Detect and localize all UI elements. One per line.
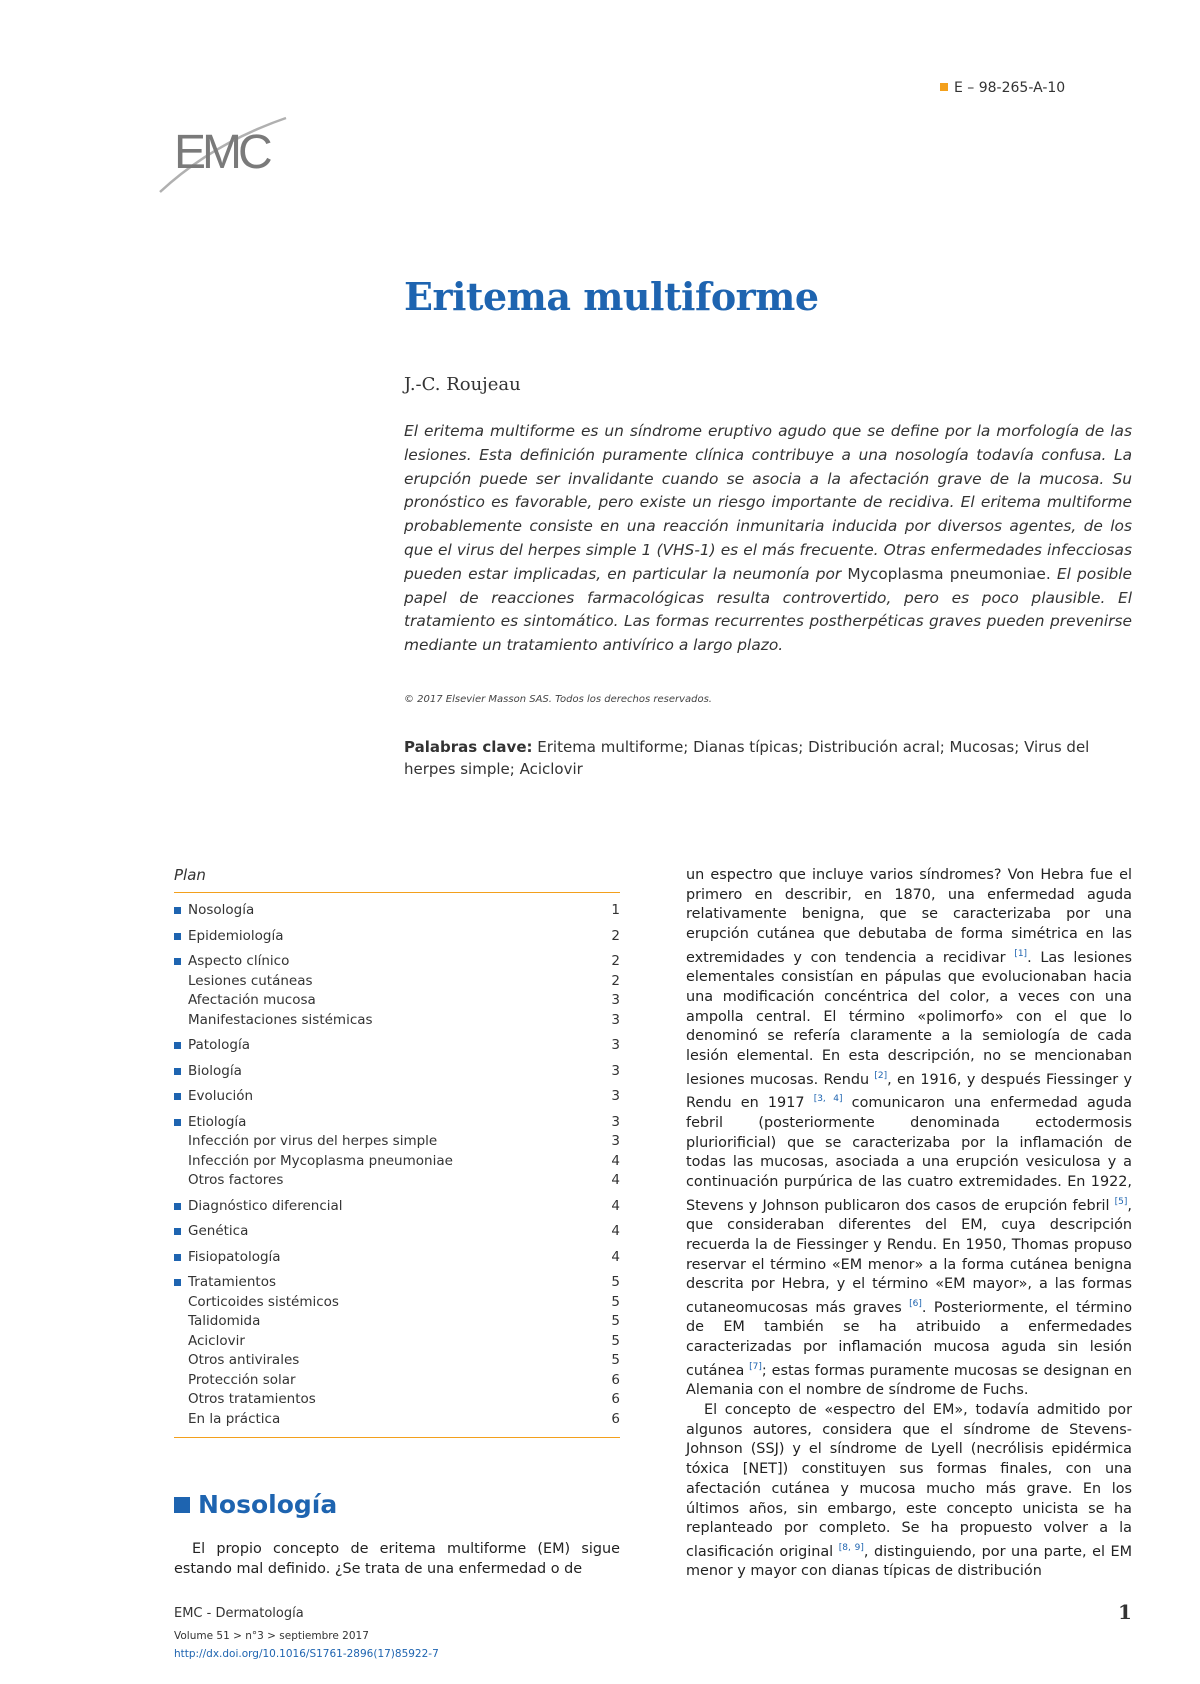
plan-item-label: Otros factores bbox=[188, 1172, 284, 1188]
plan-item-page: 3 bbox=[611, 992, 620, 1008]
plan-item-page: 4 bbox=[611, 1152, 620, 1169]
plan-item-label: Aciclovir bbox=[188, 1332, 245, 1349]
plan-heading: Plan bbox=[174, 866, 620, 893]
text-run: . Las lesiones elementales consistían en pápulas que evolucionaban hacia una modificación concéntrica del color, a veces con una ampolla central. El término «polimorfo» con el que lo denominó se refería claramente a la semiología de cada lesión elemental. En esta descripción, no se mencionaban lesiones mucosas. Rendu bbox=[686, 949, 1133, 1088]
plan-item-page: 2 bbox=[611, 927, 620, 944]
reference-link[interactable]: [8, 9] bbox=[838, 1542, 864, 1553]
plan-item[interactable] bbox=[174, 1197, 620, 1217]
plan-item-label: Evolución bbox=[174, 1087, 253, 1107]
plan-item[interactable] bbox=[174, 1036, 620, 1056]
plan-item[interactable] bbox=[174, 1371, 620, 1391]
text-run: un espectro que incluye varios síndromes? Von Hebra fue el primero en describir, en 1870, una enfermedad aguda relativamente benigna, que se caracterizaba por una erupción cutánea que debutaba de forma simétrica en las extremidades y con tendencia a recidivar bbox=[686, 867, 1132, 966]
abstract-organism: Mycoplasma pneumoniae. bbox=[847, 564, 1051, 583]
plan-item-page: 5 bbox=[611, 1332, 620, 1349]
plan-item[interactable] bbox=[174, 991, 620, 1011]
text-run: , en 1916, y después Fiessinger y Rendu en 1917 bbox=[686, 1071, 1132, 1112]
reference-link[interactable]: [7] bbox=[749, 1361, 762, 1372]
plan-item-label: Manifestaciones sistémicas bbox=[188, 1011, 373, 1028]
page-number: 1 bbox=[1118, 1600, 1132, 1624]
plan-item-page: 2 bbox=[611, 972, 620, 989]
plan-item-label: En la práctica bbox=[188, 1410, 281, 1427]
plan-item[interactable] bbox=[174, 952, 620, 972]
plan-item[interactable] bbox=[174, 1351, 620, 1371]
reference-link[interactable]: [5] bbox=[1114, 1196, 1128, 1207]
plan-item-label: Fisiopatología bbox=[174, 1248, 281, 1268]
plan-item-label: Otros antivirales bbox=[188, 1352, 300, 1368]
article-code-text: E – 98-265-A-10 bbox=[954, 80, 1066, 96]
plan-item[interactable] bbox=[174, 1062, 620, 1082]
plan-item[interactable] bbox=[174, 1132, 620, 1152]
journal-name: EMC - Dermatología bbox=[174, 1606, 304, 1621]
article-author: J.-C. Roujeau bbox=[404, 374, 521, 395]
text-run: , que consideraban diferentes del EM, cuya descripción recuerda la de Fiessinger y Rendu. En 1950, Thomas propuso reservar el término «EM menor» a la forma cutánea benigna descrita por Hebra, y el término «EM mayor», a las formas cutaneomucosas más graves bbox=[686, 1197, 1132, 1316]
plan-item-label: Protección solar bbox=[188, 1371, 296, 1388]
plan-item[interactable] bbox=[174, 1390, 620, 1410]
plan-item[interactable] bbox=[174, 1273, 620, 1293]
article-code bbox=[940, 80, 1065, 96]
plan-item-page: 4 bbox=[611, 1223, 620, 1239]
abstract-text-1: El eritema multiforme es un síndrome eruptivo agudo que se define por la morfología de las lesiones. Esta definición puramente clínica contribuye a una nosología todavía confusa. La erupción puede ser invalidante cuando se asocia a la afectación grave de la mucosa. Su pronóstico es favorable, pero existe un riesgo importante de recidiva. El eritema multiforme probablemente consiste en una reacción inmunitaria inducida por diversos agentes, de los que el virus del herpes simple 1 (VHS-1) es el más frecuente. Otras enfermedades infecciosas pueden estar implicadas, en particular la neumonía por bbox=[404, 422, 1132, 583]
plan-item-page: 3 bbox=[611, 1133, 620, 1149]
plan-item-label: Etiología bbox=[174, 1113, 246, 1133]
plan-item-page: 3 bbox=[611, 1062, 620, 1079]
plan-item-label: Afectación mucosa bbox=[188, 992, 316, 1008]
plan-item-page: 5 bbox=[611, 1313, 620, 1329]
reference-link[interactable]: [3, 4] bbox=[813, 1094, 843, 1105]
section-heading-text: Nosología bbox=[198, 1490, 338, 1519]
article-title: Eritema multiforme bbox=[404, 274, 819, 319]
orange-square-icon bbox=[940, 83, 948, 91]
plan-item[interactable] bbox=[174, 901, 620, 921]
left-column-body bbox=[174, 1540, 620, 1579]
plan-item-label: Nosología bbox=[174, 901, 254, 921]
plan-item[interactable] bbox=[174, 1332, 620, 1352]
plan-item-page: 3 bbox=[611, 1011, 620, 1028]
plan-item-page: 5 bbox=[611, 1352, 620, 1368]
keywords-list: Eritema multiforme; Dianas típicas; Distribución acral; Mucosas; Virus del herpes simple; Aciclovir bbox=[404, 738, 1090, 778]
plan-item-label: Aspecto clínico bbox=[174, 952, 289, 972]
plan-item-page: 6 bbox=[611, 1391, 620, 1407]
volume-info: Volume 51 > n°3 > septiembre 2017 bbox=[174, 1630, 369, 1642]
paragraph bbox=[686, 1401, 1132, 1582]
plan-item-page: 6 bbox=[611, 1410, 620, 1427]
plan-item-label: Talidomida bbox=[188, 1313, 261, 1329]
plan-item-page: 1 bbox=[611, 902, 620, 918]
plan-item[interactable] bbox=[174, 1113, 620, 1133]
plan-item-label: Genética bbox=[174, 1222, 248, 1242]
plan-item-page: 4 bbox=[611, 1172, 620, 1188]
reference-link[interactable]: [2] bbox=[874, 1070, 888, 1081]
plan-item-label: Corticoides sistémicos bbox=[188, 1293, 339, 1310]
right-column-body bbox=[686, 866, 1132, 1582]
plan-item-page: 5 bbox=[611, 1293, 620, 1310]
plan-item-label: Tratamientos bbox=[174, 1273, 276, 1293]
plan-item[interactable] bbox=[174, 1410, 620, 1430]
plan-item-page: 4 bbox=[611, 1197, 620, 1214]
plan-item[interactable] bbox=[174, 1087, 620, 1107]
plan-item-page: 4 bbox=[611, 1248, 620, 1265]
plan-item-label: Infección por Mycoplasma pneumoniae bbox=[188, 1152, 453, 1169]
plan-item[interactable] bbox=[174, 1312, 620, 1332]
keywords-label: Palabras clave: bbox=[404, 738, 533, 756]
plan-item[interactable] bbox=[174, 1152, 620, 1172]
plan-item-page: 2 bbox=[611, 953, 620, 969]
emc-logo bbox=[158, 100, 288, 210]
plan-item-label: Otros tratamientos bbox=[188, 1391, 316, 1407]
plan-item-label: Biología bbox=[174, 1062, 242, 1082]
plan-item-page: 3 bbox=[611, 1088, 620, 1104]
reference-link[interactable]: [6] bbox=[909, 1298, 922, 1309]
text-run: . Posteriormente, el término de EM también se ha atribuido a enfermedades caracterizadas por inflamación mucosa aguda sin lesión cutánea bbox=[686, 1299, 1132, 1379]
plan-item-page: 3 bbox=[611, 1037, 620, 1053]
copyright-notice: © 2017 Elsevier Masson SAS. Todos los derechos reservados. bbox=[404, 694, 712, 705]
plan-item-label: Patología bbox=[174, 1036, 250, 1056]
plan-item[interactable] bbox=[174, 1011, 620, 1031]
svg-text:EMC: EMC bbox=[174, 126, 269, 179]
plan-box bbox=[174, 866, 620, 1438]
abstract-text-2: El posible papel de reacciones farmacológicas resulta controvertido, pero es poco plausible. El tratamiento es sintomático. Las formas recurrentes postherpéticas graves pueden prevenirse mediante un tratamiento antivírico a largo plazo. bbox=[404, 564, 1132, 655]
reference-link[interactable]: [1] bbox=[1014, 948, 1028, 959]
plan-item[interactable] bbox=[174, 927, 620, 947]
plan-item[interactable] bbox=[174, 1293, 620, 1313]
plan-list bbox=[174, 901, 620, 1438]
plan-item[interactable] bbox=[174, 1171, 620, 1191]
paragraph: El propio concepto de eritema multiforme (EM) sigue estando mal definido. ¿Se trata de una enfermedad o de bbox=[174, 1541, 620, 1577]
plan-item-label: Infección por virus del herpes simple bbox=[188, 1133, 438, 1149]
text-run: ; estas formas puramente mucosas se designan en Alemania con el nombre de síndrome de Fuchs. bbox=[686, 1362, 1133, 1399]
keywords bbox=[404, 736, 1104, 780]
blue-square-icon bbox=[174, 1497, 190, 1513]
text-run: , distinguiendo, por una parte, el EM menor y mayor con dianas típicas de distribución bbox=[686, 1543, 1133, 1580]
abstract bbox=[404, 420, 1132, 658]
plan-item-label: Lesiones cutáneas bbox=[188, 972, 313, 989]
text-run: El concepto de «espectro del EM», todavía admitido por algunos autores, considera que el síndrome de Stevens-Johnson (SSJ) y el síndrome de Lyell (necrólisis epidérmica tóxica [NET]) constituyen sus formas finales, con una afectación cutánea y mucosa mucho más grave. En los últimos años, sin embargo, este concepto unicista se ha replanteado por completo. Se ha propuesto volver a la clasificación original bbox=[686, 1402, 1132, 1560]
plan-item-label: Diagnóstico diferencial bbox=[174, 1197, 343, 1217]
plan-item[interactable] bbox=[174, 972, 620, 992]
plan-item[interactable] bbox=[174, 1248, 620, 1268]
plan-item-page: 6 bbox=[611, 1371, 620, 1388]
section-heading-nosologia bbox=[174, 1490, 337, 1519]
plan-item-page: 3 bbox=[611, 1113, 620, 1130]
plan-item[interactable] bbox=[174, 1222, 620, 1242]
plan-item-page: 5 bbox=[611, 1274, 620, 1290]
paragraph bbox=[686, 866, 1132, 1401]
text-run: comunicaron una enfermedad aguda febril (posteriormente denominada ectodermosis pluriorificial) que se caracterizaba por la inflamación de todas las mucosas, asociada a una erupción vesiculosa y a continuación purpúrica de las cuatro extremidades. En 1922, Stevens y Johnson publicaron dos casos de erupción febril bbox=[686, 1095, 1132, 1214]
doi-link[interactable]: http://dx.doi.org/10.1016/S1761-2896(17)85922-7 bbox=[174, 1648, 439, 1660]
plan-item-label: Epidemiología bbox=[174, 927, 284, 947]
